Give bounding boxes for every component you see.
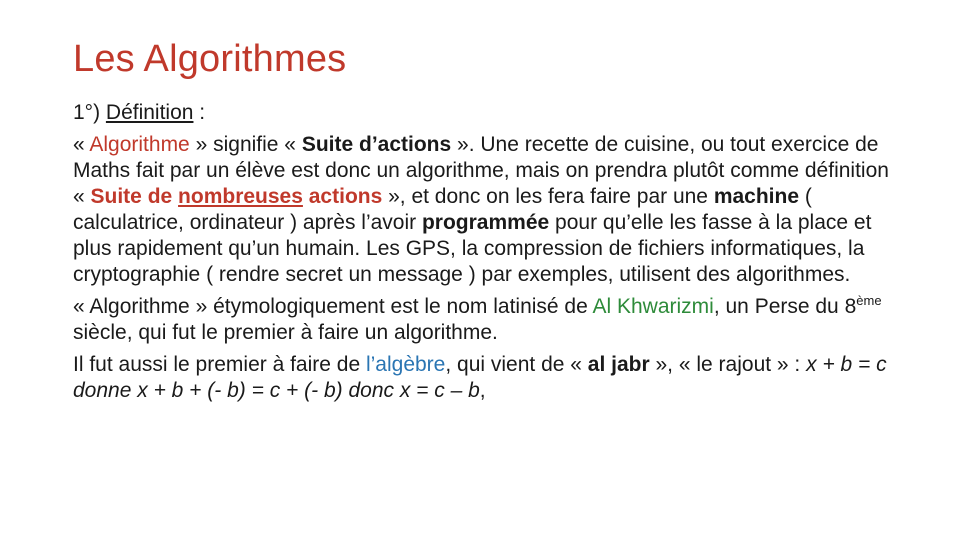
definition-heading — [73, 100, 893, 126]
text: siècle, qui fut le premier à faire un algorithme. — [73, 321, 498, 344]
term-actions: actions — [302, 185, 383, 208]
term-machine: machine — [713, 185, 800, 208]
etymology-paragraph — [73, 294, 893, 346]
heading-colon: : — [193, 101, 206, 124]
equation: x + b = c donne x + b + (- b) = c + (- b) donc x = c – b — [73, 353, 887, 402]
definition-paragraph — [73, 132, 893, 288]
text: « — [73, 133, 90, 156]
superscript: ème — [856, 293, 882, 308]
text: , qui vient de « — [445, 353, 588, 376]
term-algebre: l’algèbre — [365, 353, 446, 376]
term-algorithme: Algorithme — [89, 133, 190, 156]
term-al-jabr: al jabr — [587, 353, 650, 376]
algebra-paragraph — [73, 352, 893, 404]
term-suite-de: Suite de — [90, 185, 179, 208]
term-programmee: programmée — [421, 211, 550, 234]
text: », et donc on les fera faire par une — [382, 185, 714, 208]
slide-title: Les Algorithmes — [73, 38, 347, 80]
text: ». Une recette de cuisine, ou tout exercice de Maths fait par un élève est donc un algorithme, mais on prendra plutôt comme définition « — [73, 133, 889, 208]
text: , un Perse du 8 — [713, 295, 857, 318]
text: , — [479, 379, 486, 402]
term-al-khwarizmi: Al Khwarizmi — [592, 295, 714, 318]
slide-body — [73, 100, 893, 410]
text: Il fut aussi le premier à faire de — [73, 353, 366, 376]
term-nombreuses: nombreuses — [178, 185, 303, 208]
text: » signifie « — [189, 133, 302, 156]
heading-number: 1°) — [73, 101, 106, 124]
text: », « le rajout » : — [649, 353, 807, 376]
heading-label: Définition — [105, 101, 194, 124]
text: « Algorithme » étymologiquement est le nom latinisé de — [73, 295, 593, 318]
text: pour qu’elle les fasse à la place et plus rapidement qu’un humain. Les GPS, la compression de fichiers informatiques, la cryptographie ( rendre secret un message ) par exemples, utilisent des algorithmes. — [73, 211, 872, 286]
text: ( calculatrice, ordinateur ) après l’avoir — [73, 185, 812, 234]
term-suite-actions: Suite d’actions — [301, 133, 452, 156]
